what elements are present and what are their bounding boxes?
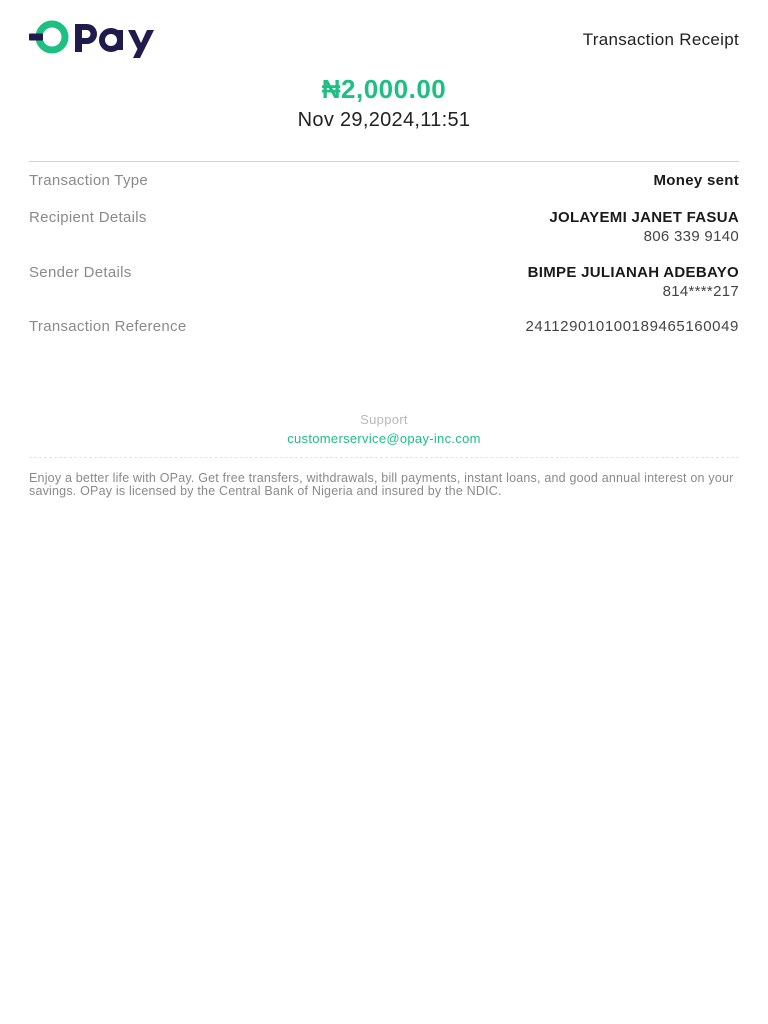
transaction-type-label: Transaction Type	[29, 172, 149, 189]
sender-details-value	[528, 264, 739, 300]
recipient-account: 806 339 9140	[643, 228, 739, 245]
transaction-reference-label: Transaction Reference	[29, 318, 187, 335]
support-email-link[interactable]: customerservice@opay-inc.com	[287, 431, 481, 446]
transaction-amount: ₦2,000.00	[321, 74, 447, 104]
receipt-header	[29, 18, 739, 60]
sender-details-label: Sender Details	[29, 264, 132, 281]
header-divider	[29, 161, 739, 162]
sender-account: 814****217	[662, 283, 739, 300]
sender-details-row	[29, 264, 739, 318]
support-label: Support	[360, 412, 408, 427]
footer-divider	[29, 457, 739, 458]
support-section	[0, 412, 768, 446]
recipient-details-row	[29, 209, 739, 264]
transaction-type-value: Money sent	[653, 172, 739, 189]
transaction-type-row	[29, 172, 739, 209]
receipt-title: Transaction Receipt	[582, 30, 739, 49]
transaction-reference-value-group	[525, 318, 739, 335]
opay-logo	[29, 18, 181, 60]
opay-logo-icon	[29, 20, 181, 58]
transaction-reference-value[interactable]: 241129010100189465160049	[525, 318, 739, 335]
transaction-details	[29, 172, 739, 348]
recipient-name: JOLAYEMI JANET FASUA	[549, 209, 739, 226]
recipient-details-value	[549, 209, 739, 245]
transaction-reference-row	[29, 318, 739, 348]
sender-name: BIMPE JULIANAH ADEBAYO	[527, 264, 739, 281]
transaction-type-value-group	[653, 172, 739, 189]
footer-disclaimer: Enjoy a better life with OPay. Get free transfers, withdrawals, bill payments, instant loans, and good annual interest on your savings. OPay is licensed by the Central Bank of Nigeria and insured by the NDIC.	[29, 471, 734, 498]
recipient-details-label: Recipient Details	[29, 209, 147, 226]
transaction-datetime: Nov 29,2024,11:51	[297, 109, 471, 131]
